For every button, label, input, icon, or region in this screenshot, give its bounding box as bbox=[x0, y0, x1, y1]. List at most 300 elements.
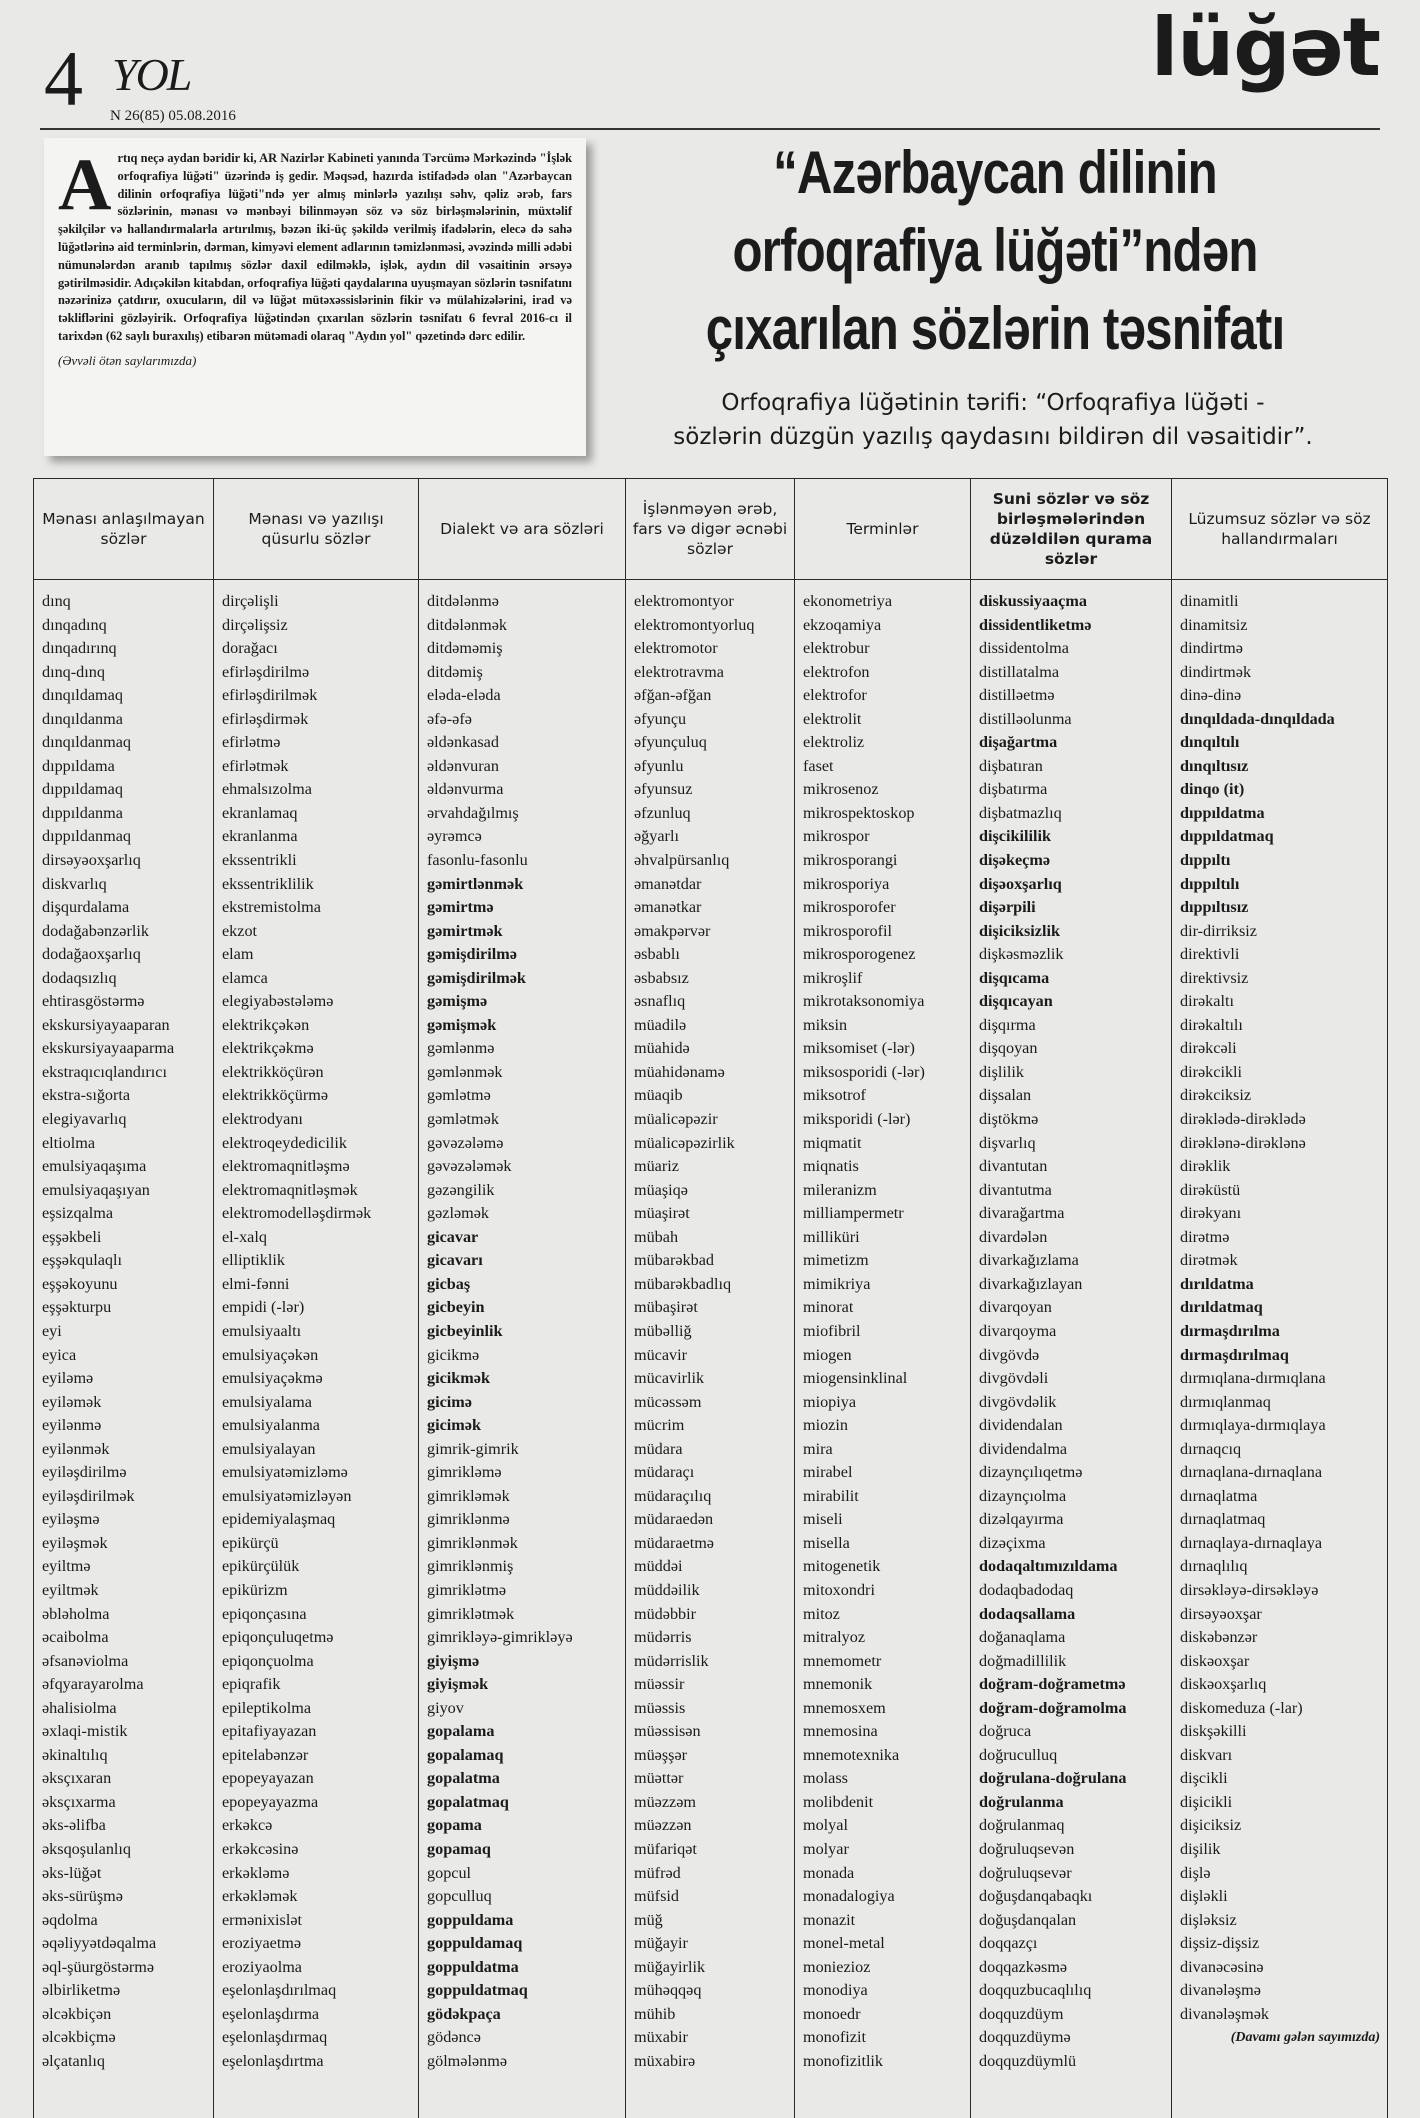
word-entry: diskomeduza (-lar) bbox=[1180, 1697, 1387, 1721]
word-entry: mirabel bbox=[803, 1461, 970, 1485]
word-entry: miksporidi (-lər) bbox=[803, 1108, 970, 1132]
word-entry: doğram-doğramolma bbox=[979, 1697, 1171, 1721]
word-entry: mitralyoz bbox=[803, 1626, 970, 1650]
word-entry: efirləşdirilmək bbox=[222, 684, 418, 708]
word-entry: elamca bbox=[222, 967, 418, 991]
word-entry: ditdəmiş bbox=[427, 661, 625, 685]
publication-logo: YOL bbox=[112, 48, 190, 101]
word-entry: distilləetmə bbox=[979, 684, 1171, 708]
word-entry: müəssis bbox=[634, 1697, 794, 1721]
word-entry: müddəilik bbox=[634, 1579, 794, 1603]
word-entry: mikrosporiya bbox=[803, 873, 970, 897]
word-entry: dirəklədə-dirəklədə bbox=[1180, 1108, 1387, 1132]
word-entry: gicavar bbox=[427, 1226, 625, 1250]
word-entry: müəşşər bbox=[634, 1744, 794, 1768]
word-entry: misella bbox=[803, 1532, 970, 1556]
word-entry: epiqrafik bbox=[222, 1673, 418, 1697]
word-entry: emulsiyalanma bbox=[222, 1414, 418, 1438]
continued-note: (Davamı gələn sayımızda) bbox=[1231, 2030, 1380, 2046]
word-entry: gicbeyin bbox=[427, 1296, 625, 1320]
definition-line: Orfoqrafiya lüğətinin tərifi: “Orfoqrafiya lüğəti - bbox=[598, 386, 1388, 420]
word-entry: əks-lüğət bbox=[42, 1862, 213, 1886]
word-entry: dişqırma bbox=[979, 1014, 1171, 1038]
word-entry: gəmişmə bbox=[427, 990, 625, 1014]
word-entry: elektrikçəkmə bbox=[222, 1037, 418, 1061]
word-entry: elektrotravma bbox=[634, 661, 794, 685]
word-entry: müdaraetmə bbox=[634, 1532, 794, 1556]
word-entry: fasonlu-fasonlu bbox=[427, 849, 625, 873]
word-entry: elektrikköçürmə bbox=[222, 1084, 418, 1108]
word-entry: əksqoşulanlıq bbox=[42, 1838, 213, 1862]
word-entry: gəmlətmək bbox=[427, 1108, 625, 1132]
word-entry: dişcikililik bbox=[979, 825, 1171, 849]
word-entry: mübarəkbad bbox=[634, 1249, 794, 1273]
word-entry: miksosporidi (-lər) bbox=[803, 1061, 970, 1085]
word-entry: divarağartma bbox=[979, 1202, 1171, 1226]
word-entry: doğanaqlama bbox=[979, 1626, 1171, 1650]
word-entry: müdəbbir bbox=[634, 1603, 794, 1627]
word-entry: elektroliz bbox=[803, 731, 970, 755]
word-entry: müddəi bbox=[634, 1555, 794, 1579]
word-entry: dividendalma bbox=[979, 1438, 1171, 1462]
word-entry: gopalama bbox=[427, 1720, 625, 1744]
word-entry: əhvalpürsanlıq bbox=[634, 849, 794, 873]
word-entry: minorat bbox=[803, 1296, 970, 1320]
word-entry: ehmalsızolma bbox=[222, 778, 418, 802]
word-entry: diskəoxşarlıq bbox=[1180, 1673, 1387, 1697]
word-entry: empidi (-lər) bbox=[222, 1296, 418, 1320]
word-entry: elektrolit bbox=[803, 708, 970, 732]
word-entry: mühəqqəq bbox=[634, 1979, 794, 2003]
word-entry: dıppıltılı bbox=[1180, 873, 1387, 897]
word-entry: erkəkləmə bbox=[222, 1862, 418, 1886]
word-entry: müfariqət bbox=[634, 1838, 794, 1862]
word-entry: dıppıltı bbox=[1180, 849, 1387, 873]
word-entry: epileptikolma bbox=[222, 1697, 418, 1721]
word-entry: ekskursiyayaaparma bbox=[42, 1037, 213, 1061]
header-rule bbox=[40, 128, 1380, 130]
word-entry: eyiləşmək bbox=[42, 1532, 213, 1556]
column-header: Dialekt və ara sözləri bbox=[419, 479, 626, 580]
word-entry: goppuldatma bbox=[427, 1956, 625, 1980]
word-entry: gəvəzələmə bbox=[427, 1132, 625, 1156]
drop-cap: A bbox=[58, 154, 111, 216]
word-entry: diskəbənzər bbox=[1180, 1626, 1387, 1650]
word-entry: gəmlətmə bbox=[427, 1084, 625, 1108]
word-entry: dişərpili bbox=[979, 896, 1171, 920]
word-entry: dişqıcama bbox=[979, 967, 1171, 991]
word-entry: divardələn bbox=[979, 1226, 1171, 1250]
word-entry: mimikriya bbox=[803, 1273, 970, 1297]
word-entry: epidemiyalaşmaq bbox=[222, 1508, 418, 1532]
word-entry: milliküri bbox=[803, 1226, 970, 1250]
word-entry: dirsəyəoxşarlıq bbox=[42, 849, 213, 873]
word-entry: ditdəməmiş bbox=[427, 637, 625, 661]
word-entry: gicikmə bbox=[427, 1344, 625, 1368]
word-entry: eşelonlaşdırılmaq bbox=[222, 1979, 418, 2003]
word-entry: müğayir bbox=[634, 1932, 794, 1956]
word-entry: elektrofor bbox=[803, 684, 970, 708]
word-entry: emulsiyatəmizləyən bbox=[222, 1485, 418, 1509]
word-entry: dirəkaltı bbox=[1180, 990, 1387, 1014]
word-entry: eşelonlaşdırmaq bbox=[222, 2026, 418, 2050]
word-entry: dirəkciksiz bbox=[1180, 1084, 1387, 1108]
word-column bbox=[971, 580, 1172, 2118]
word-entry: dırmıqlanmaq bbox=[1180, 1391, 1387, 1415]
word-entry: dırmıqlana-dırmıqlana bbox=[1180, 1367, 1387, 1391]
word-entry: eyiləmək bbox=[42, 1391, 213, 1415]
word-entry: dırnaqlatma bbox=[1180, 1485, 1387, 1509]
word-entry: dişbatmazlıq bbox=[979, 802, 1171, 826]
column-header: Suni sözlər və söz birləşmələrindən düzəldilən qurama sözlər bbox=[971, 479, 1172, 580]
word-entry: eroziyaolma bbox=[222, 1956, 418, 1980]
word-entry: mübaşirət bbox=[634, 1296, 794, 1320]
word-entry: miogensinklinal bbox=[803, 1367, 970, 1391]
word-entry: divantutan bbox=[979, 1155, 1171, 1179]
word-entry: molibdenit bbox=[803, 1791, 970, 1815]
word-entry: mübah bbox=[634, 1226, 794, 1250]
word-entry: gimriklənmə bbox=[427, 1508, 625, 1532]
word-entry: dividendalan bbox=[979, 1414, 1171, 1438]
word-entry: efirlətmə bbox=[222, 731, 418, 755]
word-entry: eroziyaetmə bbox=[222, 1932, 418, 1956]
word-entry: diştökmə bbox=[979, 1108, 1171, 1132]
word-entry: əlbirliketmə bbox=[42, 1979, 213, 2003]
word-entry: gimrikləmə bbox=[427, 1461, 625, 1485]
word-entry: gimriklənmək bbox=[427, 1532, 625, 1556]
word-entry: efirləşdirmək bbox=[222, 708, 418, 732]
word-entry: molass bbox=[803, 1767, 970, 1791]
word-entry: eyiləşdirilmə bbox=[42, 1461, 213, 1485]
word-entry: mnemonik bbox=[803, 1673, 970, 1697]
word-entry: diskussiyaaçma bbox=[979, 590, 1171, 614]
word-entry: mnemotexnika bbox=[803, 1744, 970, 1768]
word-entry: dınq-dınq bbox=[42, 661, 213, 685]
word-entry: mikrosporogenez bbox=[803, 943, 970, 967]
definition bbox=[598, 386, 1388, 454]
word-entry: dodağabənzərlik bbox=[42, 920, 213, 944]
word-entry: dişilik bbox=[1180, 1838, 1387, 1862]
word-entry: əxlaqi-mistik bbox=[42, 1720, 213, 1744]
word-entry: diskvarı bbox=[1180, 1744, 1387, 1768]
word-entry: dişicikli bbox=[1180, 1791, 1387, 1815]
word-entry: əfğan-əfğan bbox=[634, 684, 794, 708]
word-entry: müdaraedən bbox=[634, 1508, 794, 1532]
word-entry: mücəssəm bbox=[634, 1391, 794, 1415]
word-entry: epikürizm bbox=[222, 1579, 418, 1603]
word-entry: dişləkli bbox=[1180, 1885, 1387, 1909]
word-entry: əcaibolma bbox=[42, 1626, 213, 1650]
definition-line: sözlərin düzgün yazılış qaydasını bildirən dil vəsaitidir”. bbox=[598, 420, 1388, 454]
word-entry: müəssisən bbox=[634, 1720, 794, 1744]
word-entry: doğruluqsevən bbox=[979, 1838, 1171, 1862]
word-entry: eşelonlaşdırtma bbox=[222, 2050, 418, 2074]
word-entry: gimrik-gimrik bbox=[427, 1438, 625, 1462]
word-entry: dinamitli bbox=[1180, 590, 1387, 614]
word-entry: miqmatit bbox=[803, 1132, 970, 1156]
word-entry: mitoxondri bbox=[803, 1579, 970, 1603]
word-entry: miozin bbox=[803, 1414, 970, 1438]
word-entry: gödəncə bbox=[427, 2026, 625, 2050]
word-entry: əfyunçuluq bbox=[634, 731, 794, 755]
word-entry: elektromotor bbox=[634, 637, 794, 661]
word-entry: dirəküstü bbox=[1180, 1179, 1387, 1203]
word-entry: dişqıcayan bbox=[979, 990, 1171, 1014]
intro-text: rtıq neçə aydan bəridir ki, AR Nazirlər Kabineti yanında Tərcümə Mərkəzində "İşlək orfoqrafiya lüğəti" üzərində iş gedir. Məqsəd, hazırda istifadədə olan "Azərbaycan dilinin orfoqrafiya lüğəti"ndə yer almış minlərlə yazılışı səhv, qəliz ərəb, fars sözlərinin, mənası və mənbəyi bilinməyən söz və söz birləşmələrinin, müxtəlif şəkilçilər və hallandırmalarla artırılmış, bəzən iki-üç şəkildə verilmiş ifadələrin, elecə də sahə lüğətlərinə aid terminlərin, dərman, kimyəvi element adlarının təmizlənməsi, əvəzində milli ədəbi nümunələrdən aranıb tapılmış sözlər daxil edilməklə, işlək, aydın dil vəsaitinin ərsəyə gətirilməsidir. Adıçəkilən kitabdan, orfoqrafiya lüğəti qaydalarına uyuşmayan sözlərin təsnifatını nəzərinizə çatdırır, oxucuların, dil və lüğət mütəxəssislərinin fikir və mülahizələrini, irad və təkliflərini gözləyirik. Orfoqrafiya lüğətindən çıxarılan sözlərin təsnifatı 6 fevral 2016-cı il tarixdən (62 saylı buraxılış) etibarən mütəmadi olaraq "Aydın yol" qəzetində dərc edilir. bbox=[58, 151, 572, 343]
word-entry: divarkağızlayan bbox=[979, 1273, 1171, 1297]
word-entry: eyiltmək bbox=[42, 1579, 213, 1603]
word-entry: doğruca bbox=[979, 1720, 1171, 1744]
headline-line: çıxarılan sözlərin təsnifatı bbox=[671, 290, 1319, 368]
word-entry: dişcikli bbox=[1180, 1767, 1387, 1791]
word-column bbox=[34, 580, 214, 2118]
word-entry: milliampermetr bbox=[803, 1202, 970, 1226]
word-entry: gəmişdirilmə bbox=[427, 943, 625, 967]
word-entry: dınqıltılı bbox=[1180, 731, 1387, 755]
word-entry: gimrikləmək bbox=[427, 1485, 625, 1509]
word-entry: əsbabsız bbox=[634, 967, 794, 991]
word-entry: elektromodelləşdirmək bbox=[222, 1202, 418, 1226]
word-entry: dırmaşdırılmaq bbox=[1180, 1344, 1387, 1368]
word-entry: gopalatmaq bbox=[427, 1791, 625, 1815]
issue-info: N 26(85) 05.08.2016 bbox=[110, 108, 236, 125]
word-entry: dirətmə bbox=[1180, 1226, 1387, 1250]
word-entry: eşşəkturpu bbox=[42, 1296, 213, 1320]
word-entry: müahidənamə bbox=[634, 1061, 794, 1085]
word-entry: divarkağızlama bbox=[979, 1249, 1171, 1273]
word-entry: divanələşmək bbox=[1180, 2003, 1387, 2027]
word-entry: əksçıxaran bbox=[42, 1767, 213, 1791]
word-entry: əql-şüurgöstərmə bbox=[42, 1956, 213, 1980]
word-entry: dirsəyəoxşar bbox=[1180, 1603, 1387, 1627]
word-entry: müdaraçı bbox=[634, 1461, 794, 1485]
word-entry: müadilə bbox=[634, 1014, 794, 1038]
word-entry: dırnaqcıq bbox=[1180, 1438, 1387, 1462]
word-entry: mira bbox=[803, 1438, 970, 1462]
word-entry: dinamitsiz bbox=[1180, 614, 1387, 638]
word-entry: mikrotaksonomiya bbox=[803, 990, 970, 1014]
word-entry: dıppıldamaq bbox=[42, 778, 213, 802]
word-entry: giyişmək bbox=[427, 1673, 625, 1697]
word-entry: diskəoxşar bbox=[1180, 1650, 1387, 1674]
word-entry: mileranizm bbox=[803, 1179, 970, 1203]
word-entry: dınqıldanma bbox=[42, 708, 213, 732]
word-entry: dıppıldanma bbox=[42, 802, 213, 826]
table-body-row bbox=[34, 580, 1388, 2118]
word-entry: miksin bbox=[803, 1014, 970, 1038]
word-entry: divantutma bbox=[979, 1179, 1171, 1203]
word-entry: dınqadırınq bbox=[42, 637, 213, 661]
word-entry: dizəlqayırma bbox=[979, 1508, 1171, 1532]
word-entry: gəmlənmək bbox=[427, 1061, 625, 1085]
word-entry: əfyunlu bbox=[634, 755, 794, 779]
word-entry: monodiya bbox=[803, 1979, 970, 2003]
word-entry: epiqonçasına bbox=[222, 1603, 418, 1627]
column-header: Mənası anlaşılmayan sözlər bbox=[34, 479, 214, 580]
word-entry: dodaqbadodaq bbox=[979, 1579, 1171, 1603]
word-entry: dizaynçılıqetmə bbox=[979, 1461, 1171, 1485]
word-entry: dınqıldada-dınqıldada bbox=[1180, 708, 1387, 732]
section-title: lüğət bbox=[1151, 8, 1380, 88]
word-entry: müdərrislik bbox=[634, 1650, 794, 1674]
word-entry: dırnaqlılıq bbox=[1180, 1555, 1387, 1579]
word-entry: müdaraçılıq bbox=[634, 1485, 794, 1509]
word-entry: dişvarlıq bbox=[979, 1132, 1171, 1156]
column-header: Lüzumsuz sözlər və söz hallandırmaları bbox=[1172, 479, 1388, 580]
word-entry: ekranlanma bbox=[222, 825, 418, 849]
word-entry: divgövdə bbox=[979, 1344, 1171, 1368]
word-entry: elektrikköçürən bbox=[222, 1061, 418, 1085]
word-entry: mikrospor bbox=[803, 825, 970, 849]
word-entry: eşşəkbeli bbox=[42, 1226, 213, 1250]
word-entry: dodaqsızlıq bbox=[42, 967, 213, 991]
word-entry: mikrospektoskop bbox=[803, 802, 970, 826]
word-entry: əldənkasad bbox=[427, 731, 625, 755]
word-column bbox=[795, 580, 971, 2118]
word-entry: ditdələnmək bbox=[427, 614, 625, 638]
word-entry: gicbeyinlik bbox=[427, 1320, 625, 1344]
word-entry: gödəkpaça bbox=[427, 2003, 625, 2027]
word-entry: müğ bbox=[634, 1909, 794, 1933]
word-entry: elliptiklik bbox=[222, 1249, 418, 1273]
word-entry: doğrulana-doğrulana bbox=[979, 1767, 1171, 1791]
word-entry: goppuldama bbox=[427, 1909, 625, 1933]
word-entry: müalicəpəzirlik bbox=[634, 1132, 794, 1156]
word-entry: efirləşdirilmə bbox=[222, 661, 418, 685]
word-entry: divanələşmə bbox=[1180, 1979, 1387, 2003]
word-column bbox=[419, 580, 626, 2118]
word-entry: dirəklik bbox=[1180, 1155, 1387, 1179]
headline bbox=[671, 134, 1319, 368]
word-entry: mücrim bbox=[634, 1414, 794, 1438]
word-entry: mnemosina bbox=[803, 1720, 970, 1744]
word-entry: doğrulanmaq bbox=[979, 1814, 1171, 1838]
word-entry: erkəkləmək bbox=[222, 1885, 418, 1909]
word-entry: müaşiqə bbox=[634, 1179, 794, 1203]
word-entry: emulsiyaçəkən bbox=[222, 1344, 418, 1368]
word-entry: dindirtmək bbox=[1180, 661, 1387, 685]
word-entry: gəmirtmək bbox=[427, 920, 625, 944]
word-entry: müdara bbox=[634, 1438, 794, 1462]
word-entry: əhalisiolma bbox=[42, 1697, 213, 1721]
word-entry: dişləksiz bbox=[1180, 1909, 1387, 1933]
word-entry: gimrikləyə-gimrikləyə bbox=[427, 1626, 625, 1650]
word-entry: monadalogiya bbox=[803, 1885, 970, 1909]
column-header: Terminlər bbox=[795, 479, 971, 580]
word-entry: divanəcəsinə bbox=[1180, 1956, 1387, 1980]
word-entry: ekranlamaq bbox=[222, 802, 418, 826]
word-entry: müaşirət bbox=[634, 1202, 794, 1226]
word-entry: əyrəmcə bbox=[427, 825, 625, 849]
word-entry: mirabilit bbox=[803, 1485, 970, 1509]
word-entry: müaqib bbox=[634, 1084, 794, 1108]
word-entry: eyilənmə bbox=[42, 1414, 213, 1438]
word-entry: əğyarlı bbox=[634, 825, 794, 849]
word-entry: dıppıldatmaq bbox=[1180, 825, 1387, 849]
word-entry: müdərris bbox=[634, 1626, 794, 1650]
word-entry: ekonometriya bbox=[803, 590, 970, 614]
word-entry: eyiləşmə bbox=[42, 1508, 213, 1532]
word-entry: dıppıldatma bbox=[1180, 802, 1387, 826]
word-entry: dırıldatmaq bbox=[1180, 1296, 1387, 1320]
word-entry: eşelonlaşdırma bbox=[222, 2003, 418, 2027]
word-entry: dırnaqlaya-dırnaqlaya bbox=[1180, 1532, 1387, 1556]
word-entry: gopalamaq bbox=[427, 1744, 625, 1768]
word-entry: moniezioz bbox=[803, 1956, 970, 1980]
word-entry: gicikmək bbox=[427, 1367, 625, 1391]
word-entry: dodaqaltımızıldama bbox=[979, 1555, 1171, 1579]
word-entry: əldənvurma bbox=[427, 778, 625, 802]
word-entry: əlcəkbiçmə bbox=[42, 2026, 213, 2050]
word-entry: gəmişmək bbox=[427, 1014, 625, 1038]
table-header-row bbox=[34, 479, 1388, 580]
word-entry: gopama bbox=[427, 1814, 625, 1838]
word-entry: miopiya bbox=[803, 1391, 970, 1415]
word-entry: dişağartma bbox=[979, 731, 1171, 755]
word-entry: dişsiz-dişsiz bbox=[1180, 1932, 1387, 1956]
word-entry: ehtirasgöstərmə bbox=[42, 990, 213, 1014]
word-entry: dırmaşdırılma bbox=[1180, 1320, 1387, 1344]
word-entry: dirəkcikli bbox=[1180, 1061, 1387, 1085]
word-entry: doqquzdüymlü bbox=[979, 2050, 1171, 2074]
headline-line: orfoqrafiya lüğəti”ndən bbox=[671, 212, 1319, 290]
word-entry: gəmişdirilmək bbox=[427, 967, 625, 991]
word-entry: giyişmə bbox=[427, 1650, 625, 1674]
word-entry: el-xalq bbox=[222, 1226, 418, 1250]
word-entry: doğmadillilik bbox=[979, 1650, 1171, 1674]
headline-line: “Azərbaycan dilinin bbox=[671, 134, 1319, 212]
word-entry: ekzoqamiya bbox=[803, 614, 970, 638]
word-entry: dınqıldanmaq bbox=[42, 731, 213, 755]
word-entry: gimriklətmə bbox=[427, 1579, 625, 1603]
word-entry: dizaynçıolma bbox=[979, 1485, 1171, 1509]
word-entry: doğruluqsevər bbox=[979, 1862, 1171, 1886]
word-entry: əmanətkar bbox=[634, 896, 794, 920]
word-entry: əldənvuran bbox=[427, 755, 625, 779]
word-entry: monazit bbox=[803, 1909, 970, 1933]
word-entry: doğram-doğrametmə bbox=[979, 1673, 1171, 1697]
word-entry: elegiyabəstələmə bbox=[222, 990, 418, 1014]
word-entry: miksomiset (-lər) bbox=[803, 1037, 970, 1061]
word-entry: dissidentliketmə bbox=[979, 614, 1171, 638]
word-entry: dodağaoxşarlıq bbox=[42, 943, 213, 967]
word-entry: mikroşlif bbox=[803, 967, 970, 991]
word-entry: mücavirlik bbox=[634, 1367, 794, 1391]
word-entry: eşşəkqulaqlı bbox=[42, 1249, 213, 1273]
word-entry: elektromontyorluq bbox=[634, 614, 794, 638]
word-entry: əlçatanlıq bbox=[42, 2050, 213, 2074]
word-entry: dıppıldanmaq bbox=[42, 825, 213, 849]
word-entry: əfzunluq bbox=[634, 802, 794, 826]
word-entry: monada bbox=[803, 1862, 970, 1886]
word-entry: əmakpərvər bbox=[634, 920, 794, 944]
word-entry: emulsiyalama bbox=[222, 1391, 418, 1415]
word-entry: monofizit bbox=[803, 2026, 970, 2050]
word-entry: elektroqeydedicilik bbox=[222, 1132, 418, 1156]
word-entry: giyov bbox=[427, 1697, 625, 1721]
word-entry: dizəçixma bbox=[979, 1532, 1171, 1556]
word-entry: əfyunsuz bbox=[634, 778, 794, 802]
word-entry: ekstremistolma bbox=[222, 896, 418, 920]
word-entry: mikrosporangi bbox=[803, 849, 970, 873]
word-entry: doğuşdanqalan bbox=[979, 1909, 1171, 1933]
word-entry: doqquzdüymə bbox=[979, 2026, 1171, 2050]
word-entry: direktivli bbox=[1180, 943, 1387, 967]
word-entry: əqdolma bbox=[42, 1909, 213, 1933]
word-entry: direktivsiz bbox=[1180, 967, 1387, 991]
word-entry: doqquzdüym bbox=[979, 2003, 1171, 2027]
word-entry: doğrulanma bbox=[979, 1791, 1171, 1815]
